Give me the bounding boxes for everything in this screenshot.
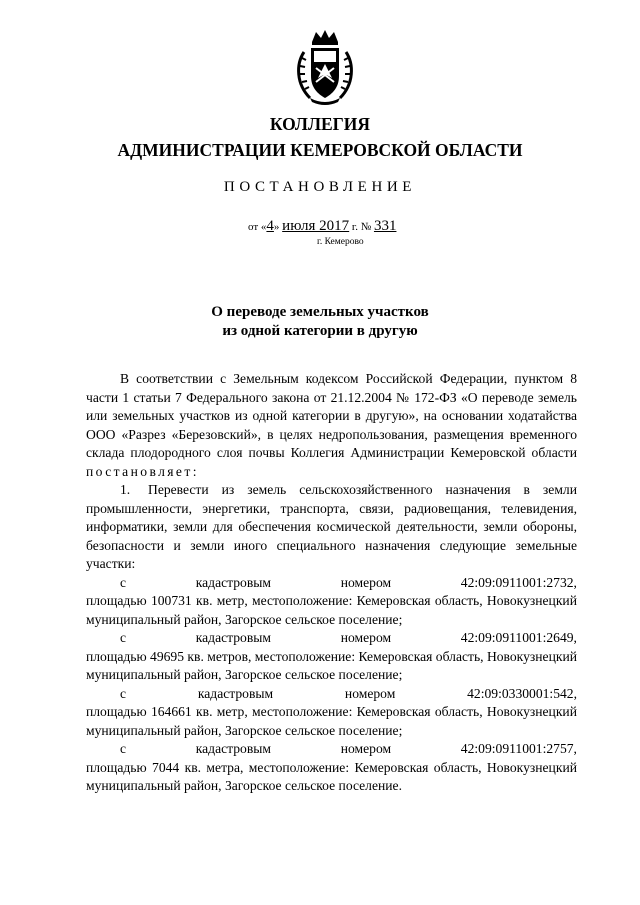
document-date-number [248,218,448,235]
preamble-text: В соответствии с Земельным кодексом Российской Федерации, пунктом 8 части 1 статьи 7 Федерального закона от 21.12.2004 № 172-ФЗ «О переводе земель или земельных участков из одной категории в другую», на основании ходатайства ООО «Разрез «Березовский», в целях недропользования, размещения временного склада плодородного слоя почвы Коллегия Администрации Кемеровской области [86,371,577,460]
plot-w1: с [120,685,127,701]
item-1-paragraph [86,481,577,574]
plot-cadastral-number: 42:09:0911001:2732, [460,574,577,590]
date-g: г. [351,221,358,233]
preamble-paragraph [86,370,577,481]
document-city: г. Кемерово [317,237,364,247]
document-number: 331 [373,218,397,234]
plot-details: площадью 164661 кв. метр, местоположение: Кемеровская область, Новокузнецкий муниципальный район, Загорское сельское поселение; [86,704,577,738]
coat-of-arms-emblem [292,28,358,108]
plot-details: площадью 7044 кв. метра, местоположение: Кемеровская область, Новокузнецкий муниципальный район, Загорское сельское поселение. [86,759,577,793]
subject-line1: О переводе земельных участков [211,304,429,320]
plot-w3: номером [340,574,392,590]
plot-w3: номером [344,685,396,701]
plot-cadastral-number: 42:09:0330001:542, [467,685,577,701]
plot-w1: с [120,574,127,590]
plot-cadastral-row [86,740,577,759]
date-prefix: от « [248,221,267,233]
plot-w1: с [120,741,127,756]
plot-entry [86,629,577,685]
plot-w1: с [120,630,127,645]
plot-w2: кадастровым [195,574,272,590]
plot-entry [86,574,577,630]
resolves-word: постановляет: [86,463,199,479]
plot-cadastral-row [86,574,577,593]
date-day: 4 [266,218,274,234]
item-1-text: Перевести из земель сельскохозяйственного назначения в земли промышленности, энергетики, транспорта, связи, радиовещания, телевидения, информатики, земли для обеспечения космической деятельности, земли обороны, безопасности и земли иного специального назначения следующие земельные участки: [86,482,577,571]
plot-details: площадью 100731 кв. метр, местоположение: Кемеровская область, Новокузнецкий муниципальный район, Загорское сельское поселение; [86,593,577,627]
plot-w2: кадастровым [195,741,272,756]
plot-w2: кадастровым [195,630,272,645]
plot-w3: номером [340,630,392,645]
plot-entry [86,740,577,796]
org-title-line2: АДМИНИСТРАЦИИ КЕМЕРОВСКОЙ ОБЛАСТИ [117,140,523,160]
plot-details: площадью 49695 кв. метров, местоположение: Кемеровская область, Новокузнецкий муниципальный район, Загорское сельское поселение; [86,648,577,682]
plot-cadastral-row [86,629,577,648]
plot-w3: номером [340,741,392,756]
number-label: № [360,221,372,233]
plot-cadastral-number: 42:09:0911001:2649, [460,630,577,645]
subject-line2: из одной категории в другую [222,323,418,339]
date-mid: » [273,221,280,233]
plot-w2: кадастровым [197,685,274,701]
plot-entry [86,685,577,741]
org-title-line1: КОЛЛЕГИЯ [269,114,371,134]
plot-cadastral-number: 42:09:0911001:2757, [460,741,577,756]
document-type: ПОСТАНОВЛЕНИЕ [223,179,417,195]
date-month-year: июля 2017 [282,218,350,234]
document-body [86,370,577,796]
item-1-number: 1. [120,482,131,497]
plot-cadastral-row [86,685,577,704]
coat-of-arms-icon [292,28,358,108]
